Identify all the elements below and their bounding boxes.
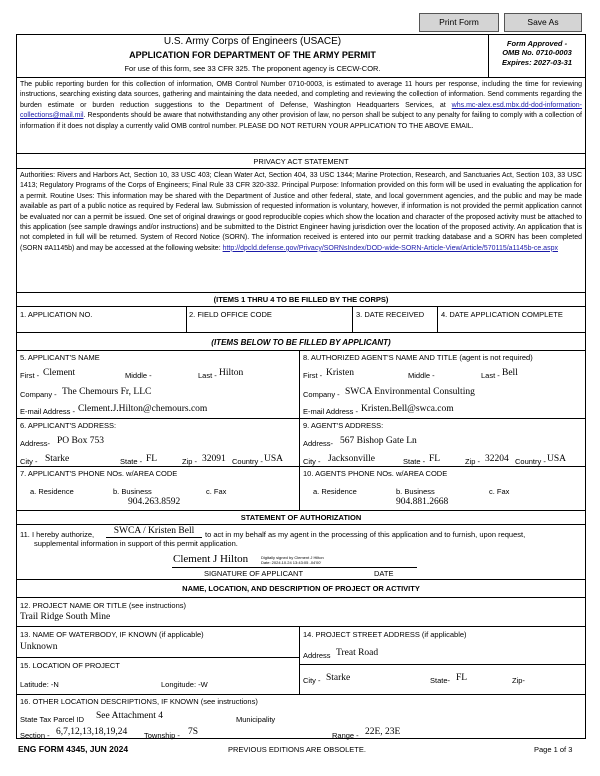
- application-no-field[interactable]: 1. APPLICATION NO.: [20, 310, 93, 319]
- street-address-label: 14. PROJECT STREET ADDRESS (if applicable): [303, 630, 467, 639]
- agent-phone-label: 10. AGENTS PHONE NOs. w/AREA CODE: [303, 469, 448, 478]
- privacy-heading: PRIVACY ACT STATEMENT: [253, 157, 349, 166]
- burden-statement: The public reporting burden for this collection of information, OMB Control Number 0710-0003, is estimated to average 11 hours per response, including the time for reviewing instructions, searching existing data sources, gathering and maintaining the data needed, and completing and reviewing the collection of information. Send comments regarding the burden estimate or burden reduction suggestions to the Department of Defense, Washington Headquarters Services, at whs.mc-alex.esd.mbx.dd-dod-information-collections@mail.mil. Respondents should be aware that notwithstanding any other provision of law, no person shall be subject to any penalty for failing to comply with a collection of information if it does not display a currently valid OMB control number. PLEASE DO NOT RETURN YOUR APPLICATION TO THE ABOVE EMAIL.: [20, 81, 582, 130]
- applicant-last-name[interactable]: Hilton: [219, 368, 244, 378]
- agent-country[interactable]: USA: [547, 454, 567, 464]
- applicant-company[interactable]: The Chemours Fr, LLC: [62, 387, 152, 397]
- agent-name-label: 8. AUTHORIZED AGENT'S NAME AND TITLE (agent is not required): [303, 353, 533, 362]
- project-state[interactable]: FL: [456, 673, 468, 683]
- field-office-code-field[interactable]: 2. FIELD OFFICE CODE: [189, 310, 272, 319]
- tax-parcel-id[interactable]: See Attachment 4: [96, 711, 164, 721]
- authorized-agent-name[interactable]: SWCA / Kristen Bell: [106, 526, 202, 538]
- waterbody-label: 13. NAME OF WATERBODY, IF KNOWN (if applicable): [20, 630, 204, 639]
- agent-address-label: 9. AGENT'S ADDRESS:: [303, 421, 384, 430]
- obsolete-notice: PREVIOUS EDITIONS ARE OBSOLETE.: [228, 745, 366, 754]
- location-label: 15. LOCATION OF PROJECT: [20, 661, 120, 670]
- agent-street-address[interactable]: 567 Bishop Gate Ln: [340, 436, 417, 446]
- agent-last-name[interactable]: Bell: [502, 368, 518, 378]
- waterbody-value[interactable]: Unknown: [20, 642, 58, 652]
- agent-phone-business[interactable]: 904.881.2668: [396, 497, 449, 507]
- other-location-label: 16. OTHER LOCATION DESCRIPTIONS, IF KNOWN (see instructions): [20, 697, 258, 706]
- agent-zip[interactable]: 32204: [485, 454, 509, 464]
- burden-email-link[interactable]: whs.mc-alex.esd.mbx.dd-dod-information-collections@mail.mil: [20, 101, 582, 120]
- agent-first-name[interactable]: Kristen: [326, 368, 354, 378]
- applicant-zip[interactable]: 32091: [202, 454, 226, 464]
- project-street-address[interactable]: Treat Road: [336, 648, 379, 658]
- print-form-button[interactable]: Print Form: [419, 13, 499, 32]
- date-complete-field[interactable]: 4. DATE APPLICATION COMPLETE: [441, 310, 563, 319]
- page-number: Page 1 of 3: [534, 745, 573, 754]
- applicant-address-label: 6. APPLICANT'S ADDRESS:: [20, 421, 117, 430]
- applicant-first-name[interactable]: Clement: [43, 368, 76, 378]
- save-as-button[interactable]: Save As: [504, 13, 582, 32]
- corps-heading: (ITEMS 1 THRU 4 TO BE FILLED BY THE CORPS): [213, 295, 389, 304]
- project-heading: NAME, LOCATION, AND DESCRIPTION OF PROJECT OR ACTIVITY: [182, 584, 420, 593]
- date-label: DATE: [374, 569, 394, 578]
- form-identifier: ENG FORM 4345, JUN 2024: [18, 744, 129, 754]
- agent-company[interactable]: SWCA Environmental Consulting: [345, 387, 475, 397]
- applicant-country[interactable]: USA: [264, 454, 284, 464]
- agent-email[interactable]: Kristen.Bell@swca.com: [361, 404, 454, 414]
- project-name-value[interactable]: Trail Ridge South Mine: [20, 612, 111, 622]
- longitude-field[interactable]: Longitude: -W: [161, 680, 208, 689]
- form-title: APPLICATION FOR DEPARTMENT OF THE ARMY PERMIT: [129, 50, 376, 60]
- applicant-phone-label: 7. APPLICANT'S PHONE NOs. w/AREA CODE: [20, 469, 178, 478]
- privacy-statement: Authorities: Rivers and Harbors Act, Section 10, 33 USC 403; Clean Water Act, Section 404, 33 USC 1344; Marine Protection, Research, and Sanctuaries Act, Section 103, 33 USC 1413; Regulatory Programs of the Corps of Engineers; Final Rule 33 CFR 320-332. Principal Purpose: Information provided on this form will be used in evaluating the application for a permit. Routine Uses: This information may be shared with the Department of Justice and other federal, state, and local government agencies, and the public and may be made available as part of a public notice as required by Federal law. Submission of requested information is voluntary, however, if information is not provided the permit application cannot be evaluated nor can a permit be issued. One set of original drawings or good reproducible copies which show the location and character of the proposed activity must be attached to this application (see sample drawings and/or instructions) and be submitted to the District Engineer having jurisdiction over the location of the proposed activity. An application that is not completed in full will be returned. System of Record Notice (SORN). The information received is entered into our permit tracking database and a SORN has been completed (SORN #A1145b) and may be accessed at the following website: http://dpcld.defense.gov/Privacy/SORNsIndex/DOD-wide-SORN-Article-View/Article/570115/a1145b-ce.aspx: [20, 172, 582, 252]
- agent-city[interactable]: Jacksonville: [328, 454, 375, 464]
- agency-name: U.S. Army Corps of Engineers (USACE): [163, 36, 342, 47]
- applicant-signature[interactable]: Clement J Hilton: [173, 553, 249, 565]
- applicant-name-label: 5. APPLICANT'S NAME: [20, 353, 100, 362]
- section-value[interactable]: 6,7,12,13,18,19,24: [56, 727, 128, 737]
- signature-label: SIGNATURE OF APPLICANT: [204, 569, 304, 578]
- omb-approval: Form Approved - OMB No. 0710-0003 Expires: 2027-03-31: [501, 39, 573, 67]
- date-received-field[interactable]: 3. DATE RECEIVED: [356, 310, 425, 319]
- authorization-heading: STATEMENT OF AUTHORIZATION: [240, 513, 362, 522]
- applicant-email[interactable]: Clement.J.Hilton@chemours.com: [78, 404, 208, 414]
- form-subtitle: For use of this form, see 33 CFR 325. The proponent agency is CECW-COR.: [124, 64, 381, 73]
- range-value[interactable]: 22E, 23E: [365, 727, 401, 737]
- township-value[interactable]: 7S: [188, 727, 199, 737]
- applicant-phone-business[interactable]: 904.263.8592: [128, 497, 181, 507]
- project-name-label: 12. PROJECT NAME OR TITLE (see instructions): [20, 601, 187, 610]
- applicant-city[interactable]: Starke: [45, 454, 70, 464]
- applicant-street-address[interactable]: PO Box 753: [57, 436, 104, 446]
- applicant-state[interactable]: FL: [146, 454, 158, 464]
- latitude-field[interactable]: Latitude: -N: [20, 680, 59, 689]
- digital-signature-stamp: Digitally signed by Clement J Hilton Date: 2024.10.24 13:43:05 -04'00': [261, 555, 324, 565]
- agent-state[interactable]: FL: [429, 454, 441, 464]
- project-city[interactable]: Starke: [326, 673, 351, 683]
- applicant-section-heading: (ITEMS BELOW TO BE FILLED BY APPLICANT): [211, 338, 391, 347]
- sorn-link[interactable]: http://dpcld.defense.gov/Privacy/SORNsIndex/DOD-wide-SORN-Article-View/Article/570115/a1145b-ce.aspx: [222, 244, 558, 252]
